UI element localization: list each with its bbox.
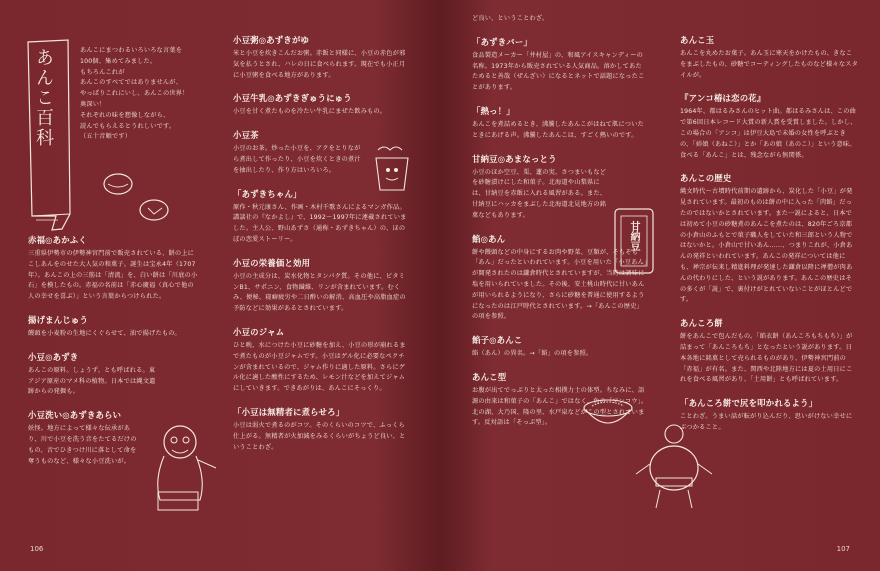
entry-text: あんこを丸めたお菓子。あん玉に寒天をかけたもの、きなこをまぶしたもの、砂糖でコーティングしたものなど様々なスタイルが。 <box>680 50 858 79</box>
entry <box>233 257 409 315</box>
title-vertical: あんこ百科 <box>33 48 54 148</box>
entry-heading: 餡◎あん <box>472 233 506 244</box>
entry-text: 餅や饅頭などの中身にするお肉や野菜、豆類が、そもそも「あん」だったといわれています。小豆を用いた「小豆あん」が開発されたのは鎌倉時代とされていますが、当時は調味に塩を用いられていました。その後、安土桃山時代に甘いあんが用いられるようになり、さらに砂糖を普通に使用するようになったのは江戸時代とされています。→「あんこの歴史」の項を参照。 <box>472 248 648 321</box>
entry-text: 米と小豆を炊きこんだお粥。赤飯と同様に、小豆の赤色が邪気を払うとされ、ハレの日に食べられます。現在でも小正月に小豆粥を食べる地方があります。 <box>233 50 406 79</box>
entry-text: 小豆のほか空豆、栗、蓮の実、さつまいもなどを砂糖漬けにした和菓子。北海道や山梨県には、甘納豆を赤飯に入れる風習がある。また、甘納豆にハッカをまぶした北海道北見地方の銘菓などもあります。 <box>472 168 607 219</box>
intro-line: あんこのすべてではありませんが、 <box>80 79 183 87</box>
entry-heading: 小豆洗い◎あずきあらい <box>28 410 122 421</box>
page-number-right: 107 <box>836 545 850 553</box>
entry-text: 小豆の主成分は、炭水化物とタンパク質。その他に、ビタミンB1、サポニン、食物繊維、リンが含まれています。むくみ、便秘、寝癖疲労や二日酔いの解消、高血圧や高脂血症の予防などに効果があるとされています。 <box>233 272 406 313</box>
continued-text: ど良い、ということわざ。 <box>472 15 549 22</box>
left-column-2 <box>233 34 409 464</box>
entry-heading: 小豆茶 <box>233 130 259 141</box>
intro-line: （五十音順です） <box>80 133 132 141</box>
entry-text: ことわざ。うまい話が転がり込んだり、思いがけない幸せにぶつかること。 <box>680 413 853 431</box>
entry-heading: 「小豆は無精者に煮らせろ」 <box>233 406 345 417</box>
right-page <box>440 0 880 571</box>
entry-heading: 甘納豆◎あまなっとう <box>472 153 557 164</box>
intro-line: それぞれの味を想像しながら、 <box>80 111 170 119</box>
entry-text: 妖怪。地方によって様々な伝承があり、川で小豆を洗う音をたてるだけのもの、音でひきつけ川に落として命を奪うものなど、様々な小豆洗いが。 <box>28 425 137 465</box>
intro-line: やっぱりこれにいし、あんこの世界！ <box>80 90 189 98</box>
entry-heading: 「あんころ餅で尻を叩かれるよう」 <box>680 398 818 409</box>
entry <box>28 234 198 303</box>
entry-heading: 小豆のジャム <box>233 326 285 337</box>
entry-text: お腹が出てでっぷりと太った相撲力士の体型。ちなみに、語源の由来は和菓子の「あんこ」ではなく、魚の「アンコウ」。北の湖、大乃国、隆の里、水戸泉などがこの型とされています。反対語は「そっぷ型」。 <box>472 386 648 427</box>
entry <box>680 172 858 306</box>
entry-text: 餅をあんこで包んだもの。「餡衣餅（あんころもちもち）」が詰まって「あんころもち」となったという説があります。日本各地に銘菓として売られるものがあり、伊勢神宮門前の「赤福」が有名。また、関西や北陸地方には夏の土用日にこれを食べる風習があり、「土用餅」とも呼ばれています。 <box>680 333 853 384</box>
entry-text: 食品製造メーカー「井村屋」の、和風アイスキャンディーの名称。1973年から販売されている人気商品。溶かしてあたためると善哉（ぜんざい）になるとネットで話題になったことがあります。 <box>472 51 645 92</box>
entry <box>472 334 648 360</box>
entry <box>233 326 409 395</box>
entry-text: 縄文時代〜古墳時代前期の遺跡から、炭化した「小豆」が発見されています。最初のものは餅の中に入った「肉餡」だったのではないかとされています。また一説によると、日本では初めて小豆の砂糖煮のあんこを煮たのは、820年ごろ京都の小倉山のふもとで菓子職人をしていた和三郎という人物ではないかと。小倉山で甘いあん……、つまりこれが、小倉あんの発祥といわれています。あんこの発祥については他にも、禅宗が伝来し精進料理が発達した鎌倉以降に禅僧が肉あんの代わりにした、という説があります。あんこの歴史はその多くが「説」で、裏付けがとれていないことがほとんどです。 <box>680 188 853 304</box>
entry <box>28 314 198 340</box>
entry-heading: 「あずきバー」 <box>472 36 533 47</box>
right-column-4 <box>680 34 858 445</box>
entry <box>233 34 409 81</box>
entry-text: 餡（あん）の異名。→「餡」の項を参照。 <box>472 350 593 358</box>
entry-text: 小豆を甘く煮たものを冷たい牛乳にまぜた飲みもの。 <box>233 108 387 116</box>
intro-line: もちろんこれが <box>80 68 125 76</box>
azuki-tea-cup-drawing <box>372 144 412 194</box>
entry-heading: 「熱っ！」 <box>472 105 515 116</box>
entry-text: 小豆は弱火で煮るのがコツ。そのくらいのコツで、ふっくら仕上がる。無精者が火加減をみるくらいがちょうど良い、ということわざ。 <box>233 421 406 451</box>
entry-heading: 赤福◎あかふく <box>28 235 87 245</box>
entry-heading: あんこの歴史 <box>680 173 732 184</box>
azuki-arai-yokai-drawing <box>140 420 220 515</box>
entry <box>472 105 648 142</box>
entry <box>233 92 409 118</box>
page-number-left: 106 <box>30 545 44 553</box>
entry <box>233 188 409 246</box>
entry <box>472 36 648 94</box>
entry-text: 1964年、都はるみさんのヒット曲。都はるみさんは、この曲で第6回日本レコード大賞の新人賞を受賞しました。しかし、この場合の「アンコ」は伊豆大島で未婚の女性を呼ぶときの、「姉娘（あねこ）」とか「あの娘（あのこ）」という意味。食べる「あんこ」とは、残念ながら無関係。 <box>680 108 857 159</box>
entry-heading: 『アンコ椿は恋の花』 <box>680 93 766 104</box>
entry-text: 原作・秋元康さん、作画・木村千歌さんによるマンガ作品。講談社の『なかよし』で、1992〜1997年に連載されていました。主人公、野山あずさ（通称・あずきちゃん）の、ほのぼの恋愛ストーリー。 <box>233 203 407 243</box>
intro-line: あんこにまつわるいろいろな言葉を <box>80 47 183 54</box>
entry-text: 饅頭を小麦粉の生地にくぐらせて、油で揚げたもの。 <box>28 329 181 337</box>
anko-bowl-drawing <box>580 396 636 432</box>
intro-text <box>80 46 220 143</box>
entry <box>680 34 858 81</box>
entry-text: 小豆のお茶。炒った小豆を、アクをとりながら煮出して作ったり、小豆を炊くときの煮汁を抽出したり、作り方はいろいろ。 <box>233 145 361 174</box>
entry-heading: あんころ餅 <box>680 318 723 329</box>
entry <box>233 406 409 453</box>
entry-text: あんこの原料。しょうず、とも呼ばれる。東アジア原産のマメ科の植物。日本では縄文遺跡からの発掘も。 <box>28 366 156 396</box>
intro-line: 読んでもらえるとうれしいです。 <box>80 122 176 130</box>
entry-heading: 「あずきちゃん」 <box>233 188 302 199</box>
entry <box>680 317 858 386</box>
entry-heading: あんこ型 <box>472 371 507 382</box>
amanatto-label: 甘納豆 <box>628 221 639 251</box>
entry-heading: あんこ玉 <box>680 35 715 45</box>
intro-line: 奥深い！ <box>80 100 106 108</box>
entry-text: ひと晩、水につけた小豆に砂糖を加え、小豆の形が崩れるまで煮たものが小豆ジャムです。小豆はゲル化に必要なペクチンが含まれているので、ジャム作りに適した原料。さらにゲル化に適した酸性にするため、レモン汁などを加えてジャムにしていきます。できあがりは、あんこにそっくり。 <box>233 341 406 393</box>
intro-line: 100個、集めてみました。 <box>80 57 157 65</box>
entry-text: あんこを煮詰めるとき、沸騰したあんこがはねて肌についたときにあげる声。沸騰したあんこは、すごく熱いのです。 <box>472 120 644 139</box>
entry-heading: 小豆◎あずき <box>28 351 79 362</box>
azuki-bean-drawing <box>96 170 176 226</box>
entry-heading: 小豆牛乳◎あずきぎゅうにゅう <box>233 93 352 104</box>
entry <box>680 397 858 434</box>
entry-heading: 小豆の栄養価と効用 <box>233 257 311 268</box>
entry-text: 三重県伊勢市の伊勢神宮門前で販売されている、餅の上にこしあんをのせた大人気の和菓子。誕生は宝永4年（1707年）。あんこの上の三筋は「清流」を、白い餅は「川底の小石」を模したもの。赤福の名前は「赤心慶福（真心で他の人の幸せを喜ぶ）」という言葉からつけられた。 <box>28 250 198 301</box>
entry-heading: 小豆粥◎あずきがゆ <box>233 35 310 45</box>
entry <box>28 351 198 398</box>
entry-heading: 揚げまんじゅう <box>28 314 89 325</box>
entry-heading: 餡子◎あんこ <box>472 335 523 346</box>
entry <box>680 92 858 161</box>
